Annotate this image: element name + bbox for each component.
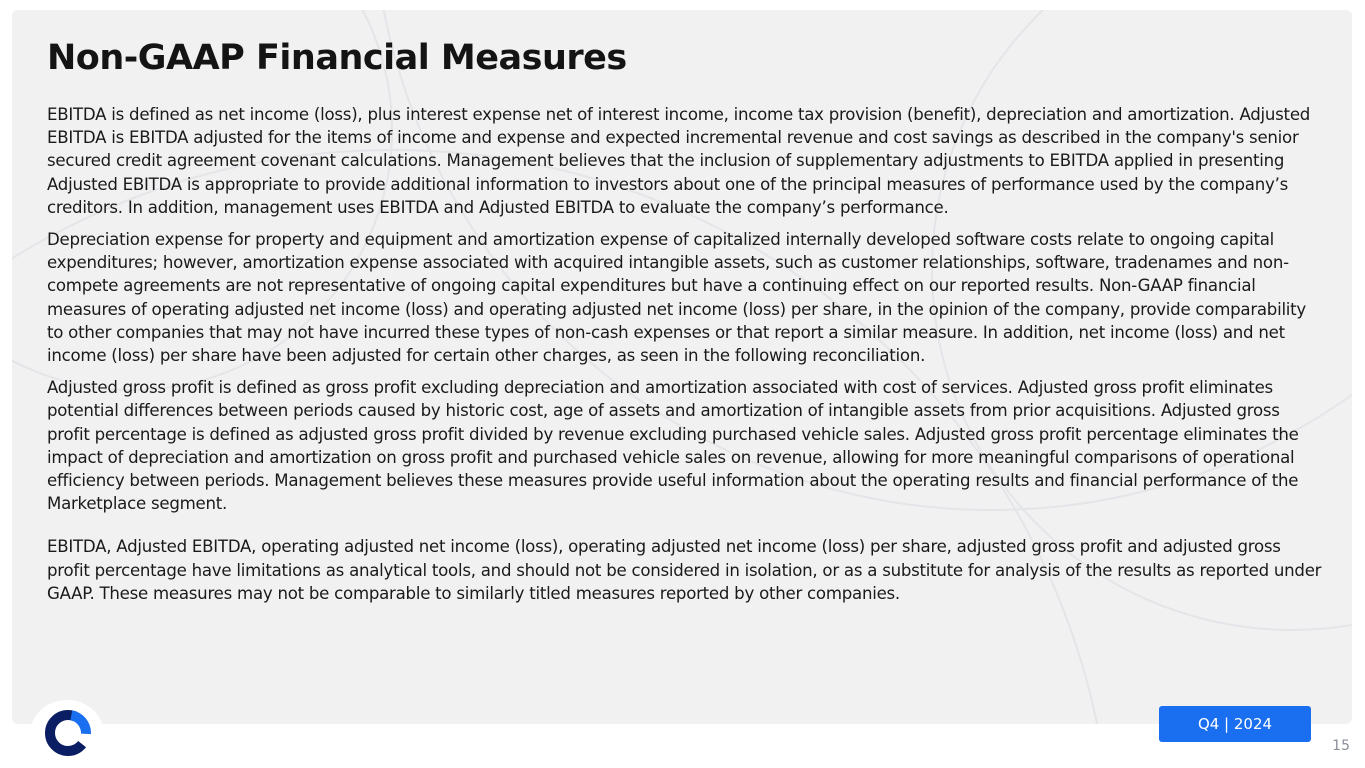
body-text <box>47 103 1322 614</box>
paragraph-depreciation: Depreciation expense for property and equipment and amortization expense of capitalized internally developed software costs relate to ongoing capital expenditures; however, amortization expense associated with acquired intangible assets, such as customer relationships, software, tradenames and non-compete agreements are not representative of ongoing capital expenditures but have a continuing effect on our reported results. Non-GAAP financial measures of operating adjusted net income (loss) and operating adjusted net income (loss) per share, in the opinion of the company, provide comparability to other companies that may not have incurred these types of non-cash expenses or that report a similar measure. In addition, net income (loss) and net income (loss) per share have been adjusted for certain other charges, as seen in the following reconciliation. <box>47 230 1306 366</box>
paragraph-ebitda: EBITDA is defined as net income (loss), plus interest expense net of interest income, income tax provision (benefit), depreciation and amortization. Adjusted EBITDA is EBITDA adjusted for the items of income and expense and expected incremental revenue and cost savings as described in the company's senior secured credit agreement covenant calculations. Management believes that the inclusion of supplementary adjustments to EBITDA applied in presenting Adjusted EBITDA is appropriate to provide additional information to investors about one of the principal measures of performance used by the company’s creditors. In addition, management uses EBITDA and Adjusted EBITDA to evaluate the company’s performance. <box>47 105 1311 217</box>
quarter-badge: Q4 | 2024 <box>1159 706 1311 742</box>
ring-logo-icon <box>43 708 93 758</box>
paragraph-limitations: EBITDA, Adjusted EBITDA, operating adjusted net income (loss), operating adjusted net income (loss) per share, adjusted gross profit and adjusted gross profit percentage have limitations as analytical tools, and should not be considered in isolation, or as a substitute for analysis of the results as reported under GAAP. These measures may not be comparable to similarly titled measures reported by other companies. <box>47 537 1322 603</box>
page-title: Non-GAAP Financial Measures <box>47 38 627 78</box>
company-logo <box>30 700 104 768</box>
paragraph-adjusted-gross-profit: Adjusted gross profit is defined as gross profit excluding depreciation and amortization associated with cost of services. Adjusted gross profit eliminates potential differences between periods caused by historic cost, age of assets and amortization of intangible assets from prior acquisitions. Adjusted gross profit percentage is defined as adjusted gross profit divided by revenue excluding purchased vehicle sales. Adjusted gross profit percentage eliminates the impact of depreciation and amortization on gross profit and purchased vehicle sales on revenue, allowing for more meaningful comparisons of operational efficiency between periods. Management believes these measures provide useful information about the operating results and financial performance of the Marketplace segment. <box>47 378 1299 514</box>
content-panel <box>12 10 1352 724</box>
page-number: 15 <box>1332 738 1350 754</box>
